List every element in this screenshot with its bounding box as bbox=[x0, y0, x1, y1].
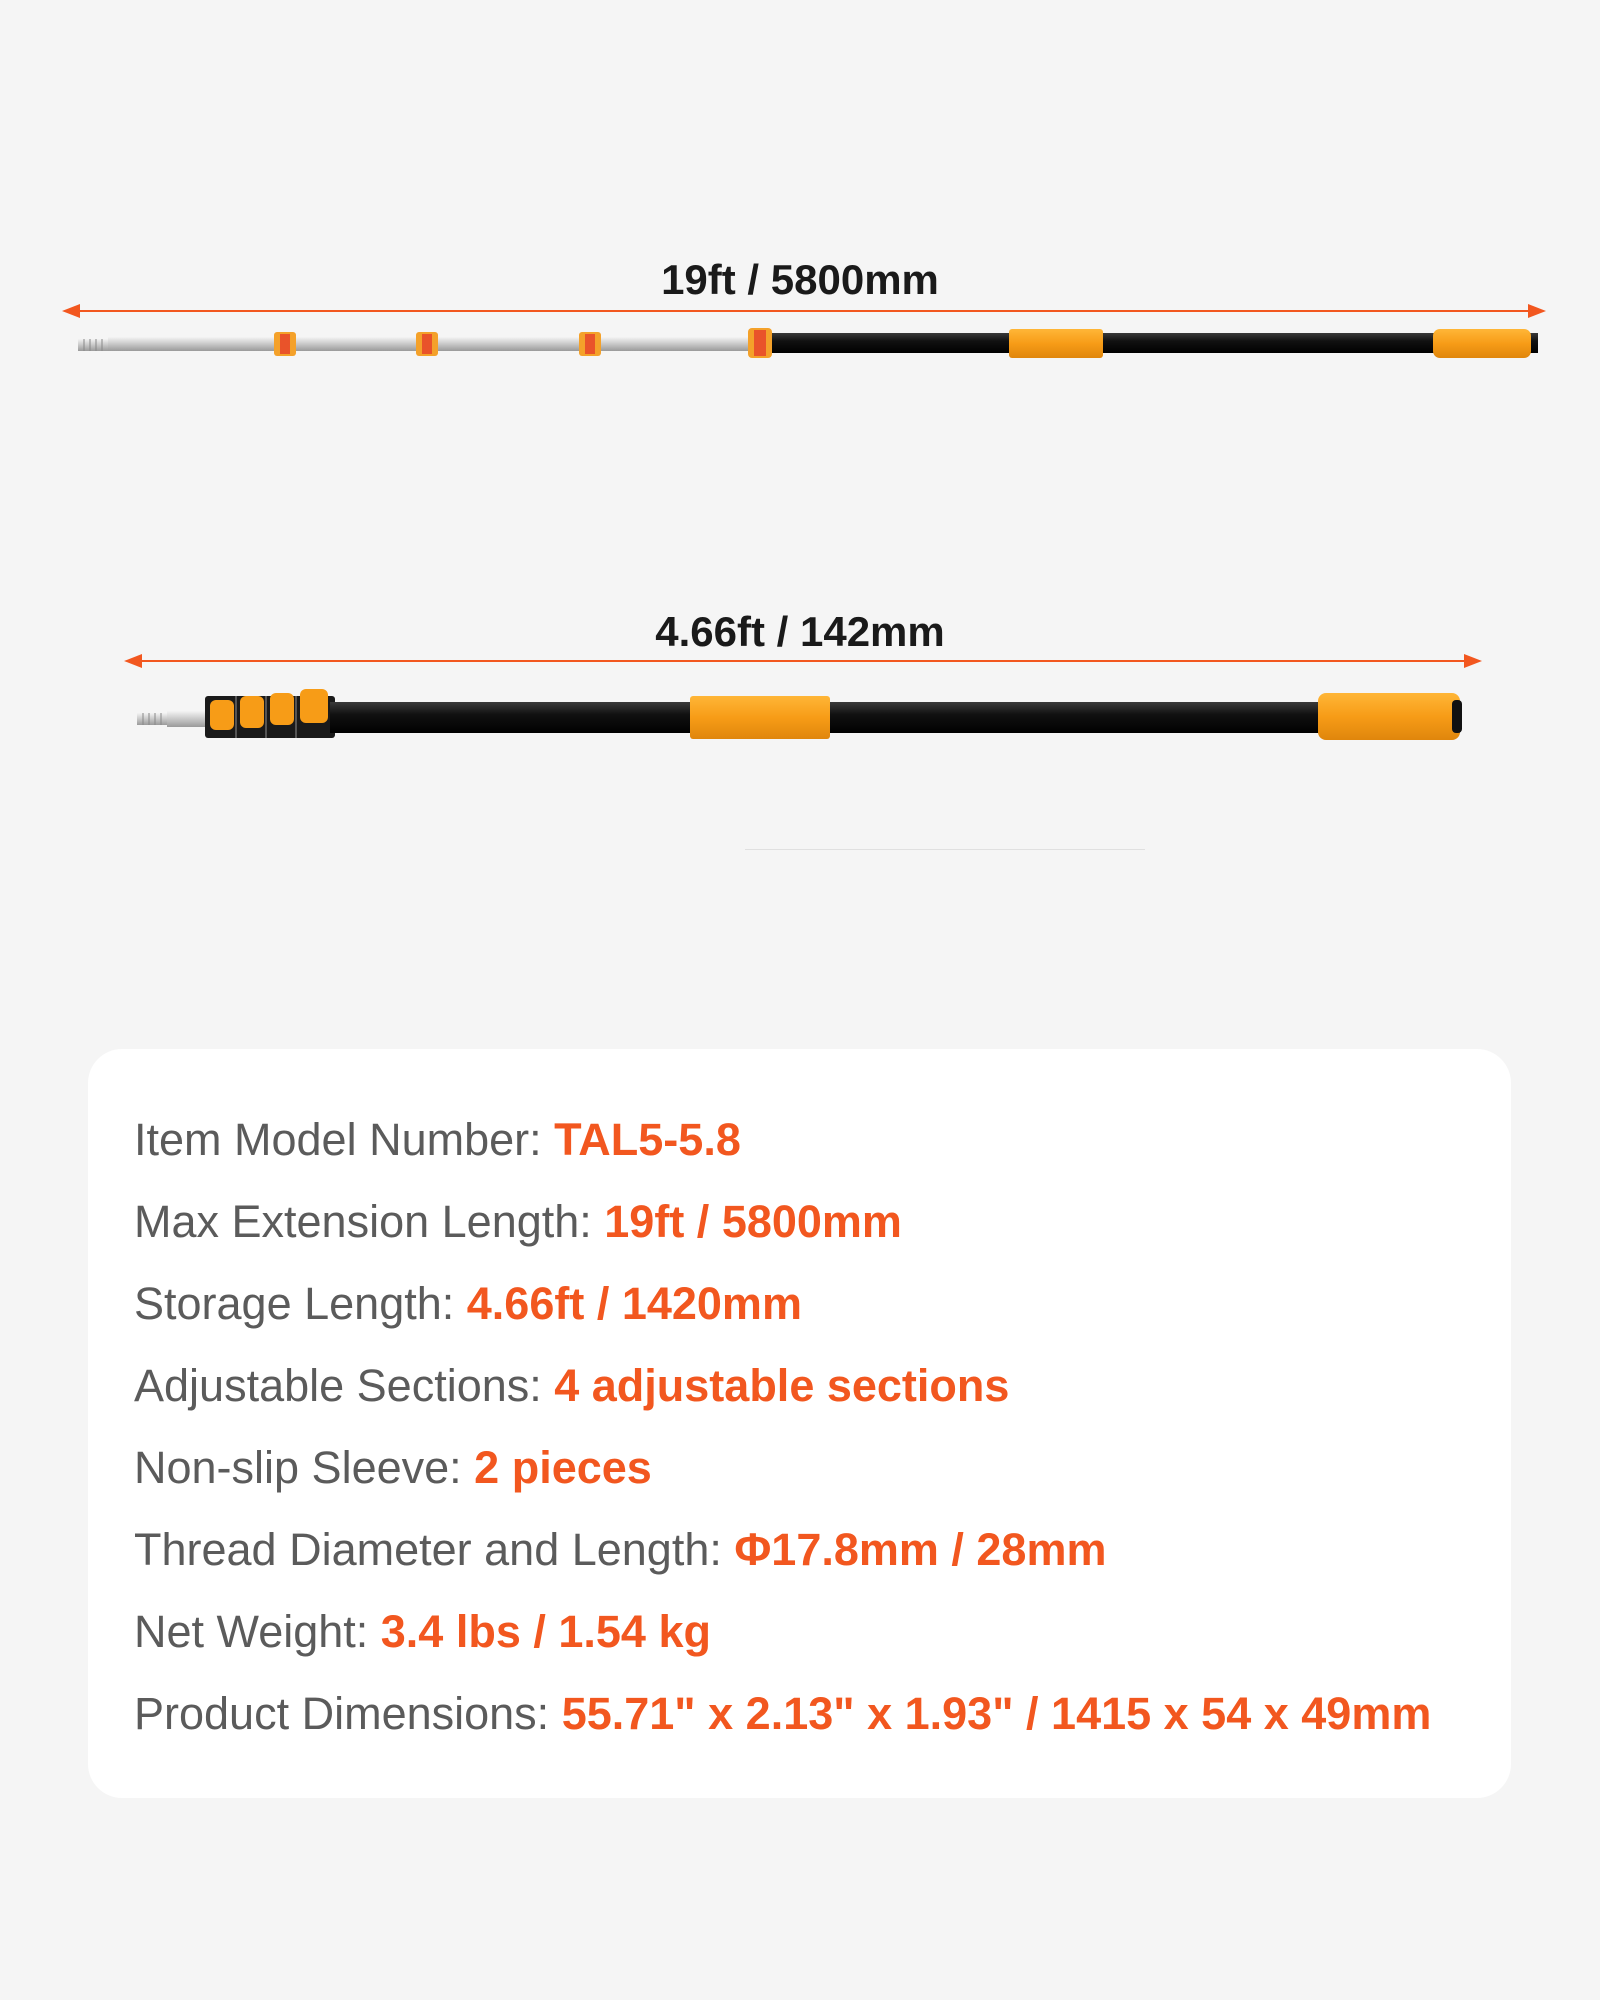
extended-clamp-2 bbox=[416, 332, 438, 356]
spec-label: Storage Length: bbox=[134, 1278, 467, 1329]
spec-value: 55.71" x 2.13" x 1.93" / 1415 x 54 x 49mm bbox=[561, 1688, 1432, 1739]
storage-thread-tip bbox=[137, 711, 207, 727]
spec-label: Non-slip Sleeve: bbox=[134, 1442, 475, 1493]
extended-dimension-arrow bbox=[62, 304, 1546, 318]
spec-value: 4.66ft / 1420mm bbox=[466, 1278, 802, 1329]
spec-label: Product Dimensions: bbox=[134, 1688, 562, 1739]
extended-grip-sleeve-1 bbox=[1009, 329, 1103, 358]
extended-grip-sleeve-2 bbox=[1433, 329, 1531, 358]
storage-dimension-arrow bbox=[124, 654, 1482, 668]
spec-label: Adjustable Sections: bbox=[134, 1360, 555, 1411]
spec-label: Item Model Number: bbox=[134, 1114, 555, 1165]
storage-black-section bbox=[330, 702, 1460, 733]
extended-clamp-4 bbox=[748, 328, 772, 358]
spec-row-thread bbox=[134, 1509, 1511, 1591]
spec-row-max-extension bbox=[134, 1181, 1511, 1263]
extended-thread-tip bbox=[78, 339, 108, 351]
extended-black-section bbox=[772, 333, 1538, 353]
extended-clamp-3 bbox=[579, 332, 601, 356]
storage-clamp-cluster bbox=[205, 689, 335, 738]
spec-value: 19ft / 5800mm bbox=[604, 1196, 902, 1247]
spec-label: Max Extension Length: bbox=[134, 1196, 605, 1247]
spec-row-sleeve bbox=[134, 1427, 1511, 1509]
spec-label: Thread Diameter and Length: bbox=[134, 1524, 735, 1575]
spec-row-weight bbox=[134, 1591, 1511, 1673]
divider-line bbox=[745, 849, 1145, 850]
spec-row-adjustable-sections bbox=[134, 1345, 1511, 1427]
spec-row-storage-length bbox=[134, 1263, 1511, 1345]
extended-clamp-1 bbox=[274, 332, 296, 356]
spec-label: Net Weight: bbox=[134, 1606, 381, 1657]
extended-length-label: 19ft / 5800mm bbox=[661, 256, 939, 303]
spec-value: 4 adjustable sections bbox=[554, 1360, 1010, 1411]
storage-pole-illustration bbox=[0, 640, 1600, 750]
spec-row-dimensions bbox=[134, 1673, 1511, 1755]
storage-grip-sleeve-1 bbox=[690, 696, 830, 739]
spec-card bbox=[88, 1049, 1511, 1798]
extended-pole-illustration bbox=[0, 290, 1600, 390]
storage-grip-sleeve-2 bbox=[1318, 693, 1460, 740]
spec-value: Φ17.8mm / 28mm bbox=[734, 1524, 1107, 1575]
spec-value: TAL5-5.8 bbox=[554, 1114, 741, 1165]
spec-value: 3.4 lbs / 1.54 kg bbox=[380, 1606, 711, 1657]
spec-value: 2 pieces bbox=[474, 1442, 652, 1493]
spec-row-model bbox=[134, 1099, 1511, 1181]
storage-length-label: 4.66ft / 142mm bbox=[655, 608, 945, 655]
